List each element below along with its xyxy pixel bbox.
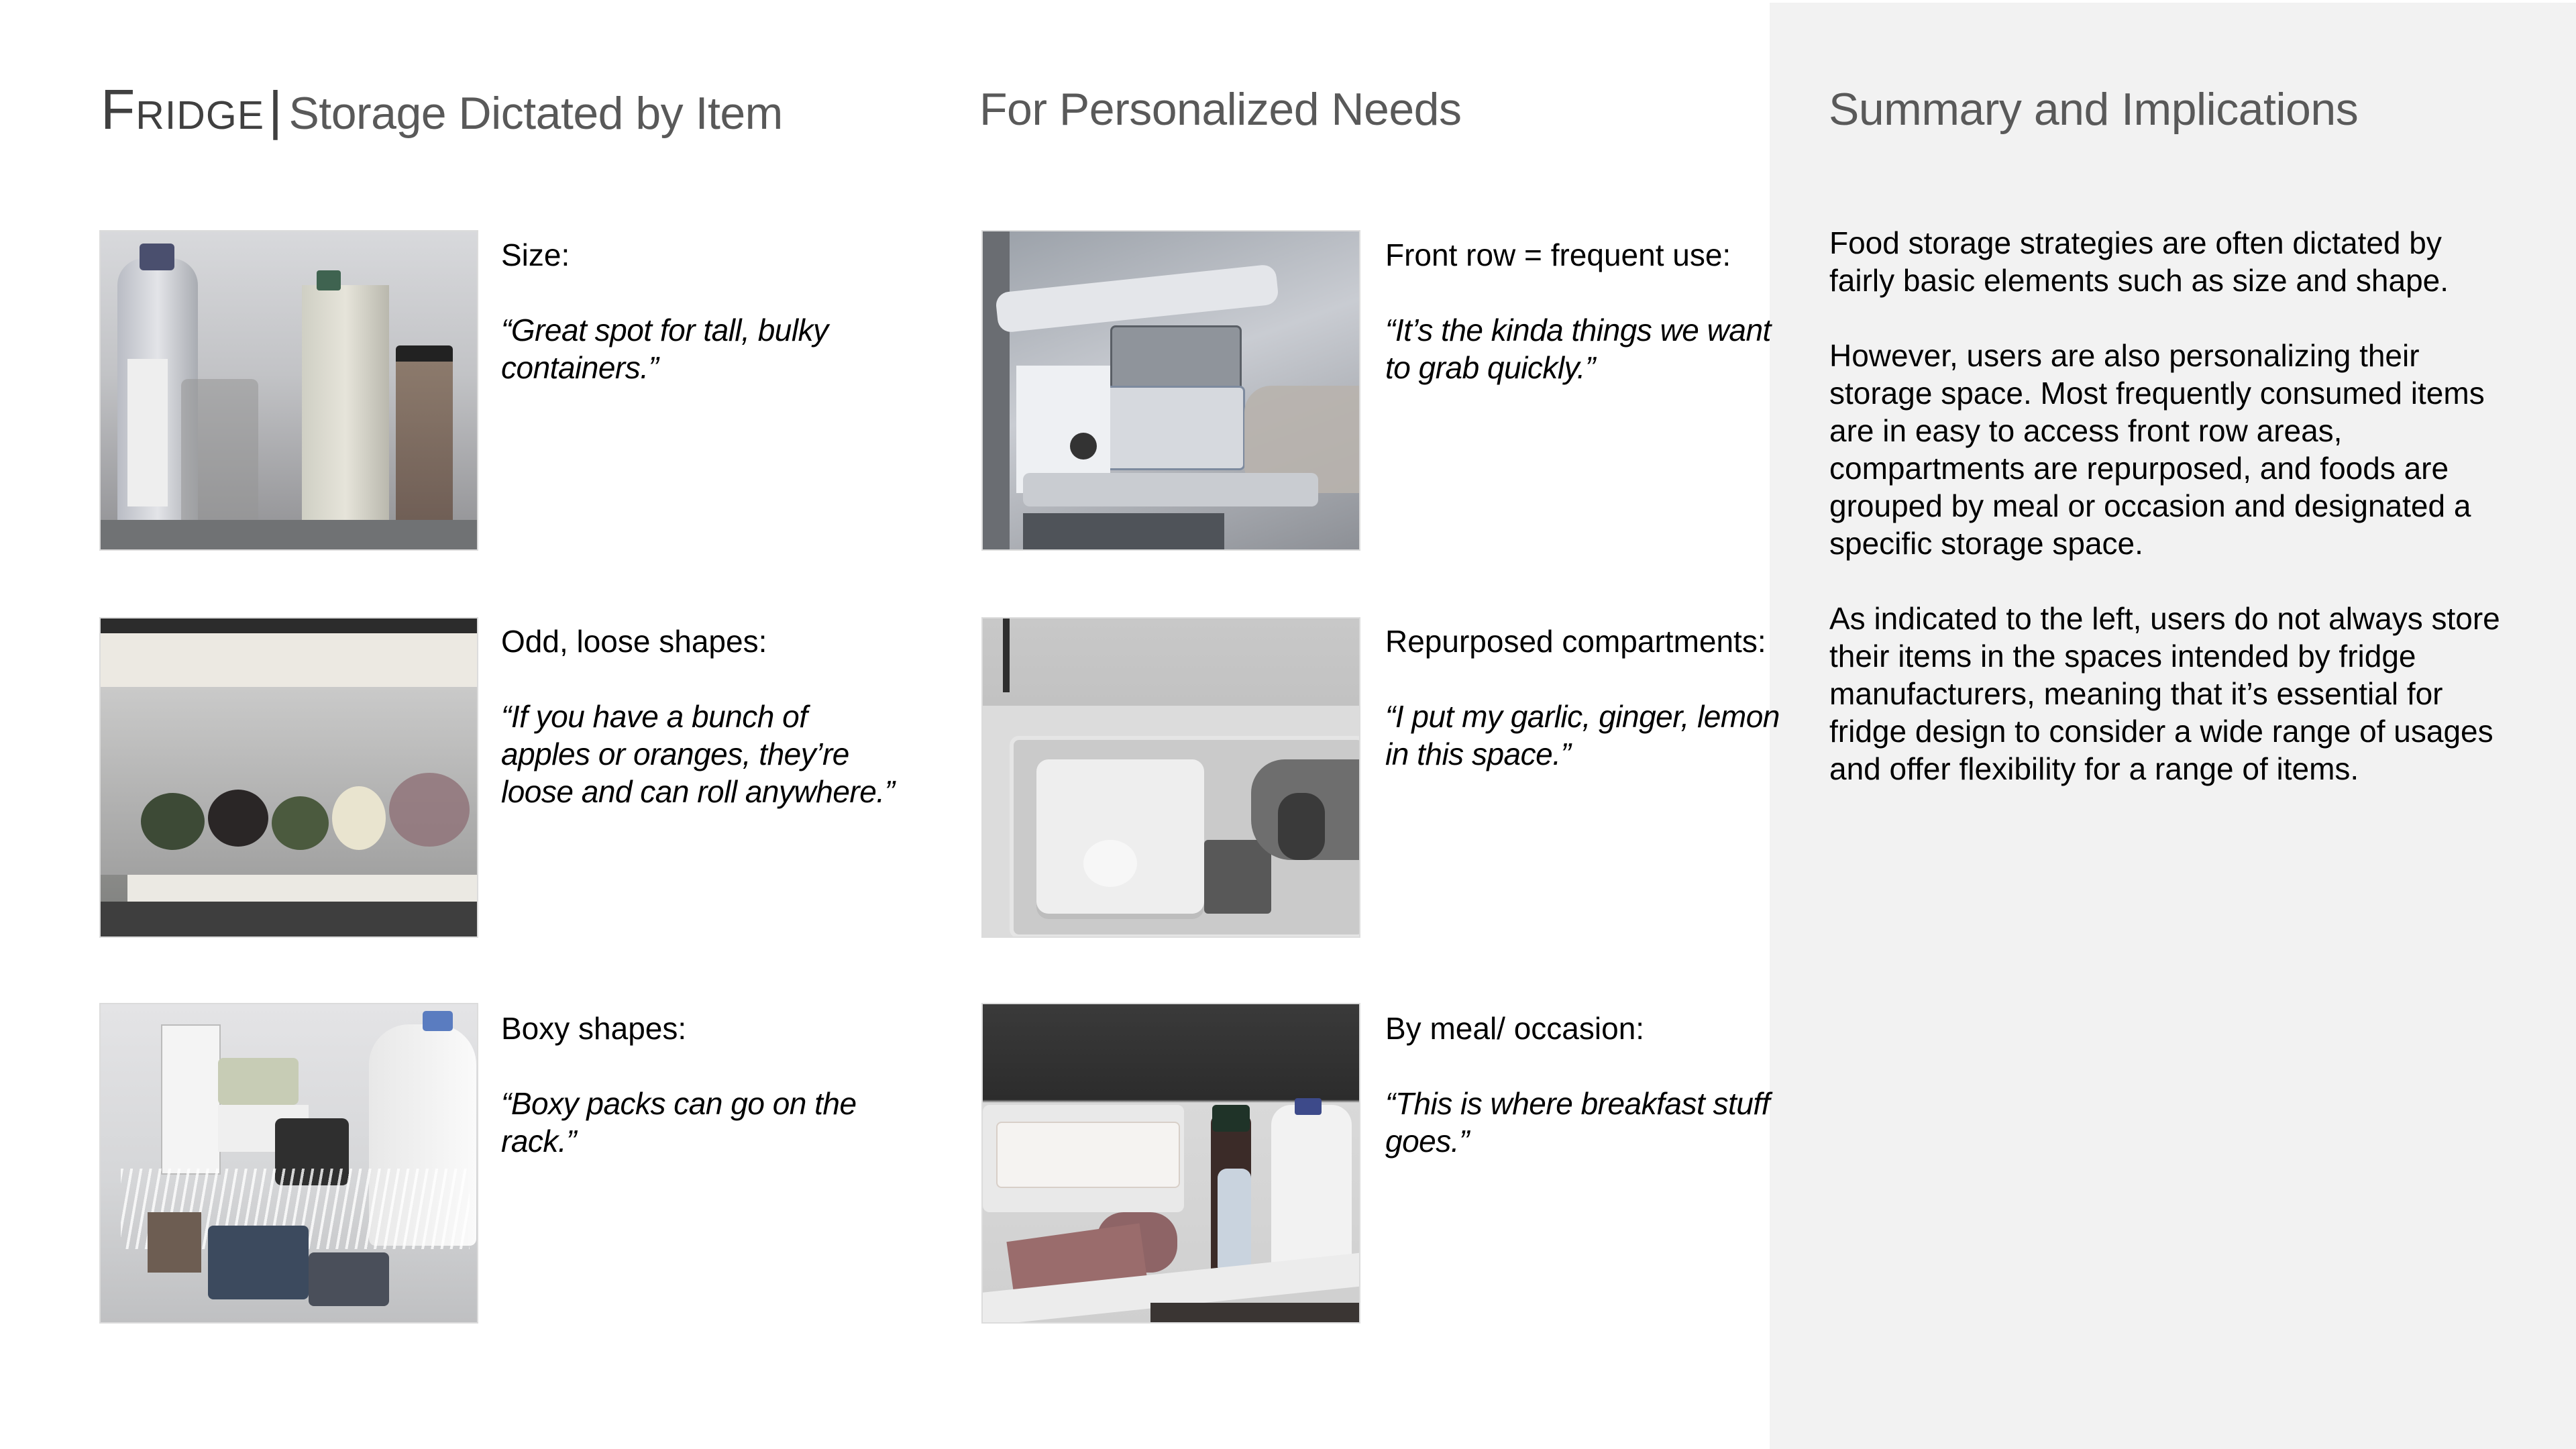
photo-breakfast-door-shelf bbox=[981, 1003, 1360, 1324]
photo-front-row-frequent-use bbox=[981, 230, 1360, 551]
brand-title: Fridge bbox=[101, 78, 265, 141]
section-heading-storage-by-item bbox=[101, 79, 783, 144]
photo-boxy-packs-wire-rack bbox=[99, 1003, 478, 1324]
insight-card-by-meal bbox=[1385, 1010, 1788, 1160]
insight-quote: “This is where breakfast stuff goes.” bbox=[1385, 1086, 1770, 1159]
insight-card-size bbox=[501, 236, 904, 386]
summary-paragraph: However, users are also personalizing their storage space. Most frequently consumed items are in easy to access front row areas, compartments are repurposed, and foods are grouped by meal or occasion and designated a specific storage space. bbox=[1829, 338, 2485, 561]
insight-quote: “Great spot for tall, bulky containers.” bbox=[501, 313, 828, 385]
photo-loose-produce-drawer bbox=[99, 617, 478, 938]
title-separator: | bbox=[268, 80, 282, 140]
section-heading-summary: Summary and Implications bbox=[1829, 84, 2359, 135]
insight-label: Front row = frequent use: bbox=[1385, 237, 1731, 272]
section-heading-personalized-needs: For Personalized Needs bbox=[979, 84, 1462, 135]
summary-body bbox=[1829, 224, 2500, 825]
insight-quote: “I put my garlic, ginger, lemon in this space.” bbox=[1385, 699, 1780, 771]
insight-quote: “If you have a bunch of apples or oranges, they’re loose and can roll anywhere.” bbox=[501, 699, 895, 809]
insight-quote: “It’s the kinda things we want to grab quickly.” bbox=[1385, 313, 1771, 385]
insight-quote: “Boxy packs can go on the rack.” bbox=[501, 1086, 857, 1159]
insight-label: Size: bbox=[501, 237, 570, 272]
insight-card-boxy-shapes bbox=[501, 1010, 904, 1160]
insight-card-front-row bbox=[1385, 236, 1788, 386]
insight-card-repurposed bbox=[1385, 623, 1788, 773]
insight-label: Boxy shapes: bbox=[501, 1011, 687, 1046]
insight-label: By meal/ occasion: bbox=[1385, 1011, 1645, 1046]
photo-tall-bulky-containers bbox=[99, 230, 478, 551]
summary-paragraph: Food storage strategies are often dictated by fairly basic elements such as size and shape. bbox=[1829, 225, 2449, 298]
summary-paragraph: As indicated to the left, users do not always store their items in the spaces intended by fridge manufacturers, meaning that it’s essential for fridge design to consider a wide range of usages and offer flexibility for a range of items. bbox=[1829, 601, 2500, 786]
photo-repurposed-compartment bbox=[981, 617, 1360, 938]
section-title: Storage Dictated by Item bbox=[288, 88, 783, 139]
insight-label: Odd, loose shapes: bbox=[501, 624, 767, 659]
insight-label: Repurposed compartments: bbox=[1385, 624, 1766, 659]
insight-card-loose-shapes bbox=[501, 623, 904, 810]
